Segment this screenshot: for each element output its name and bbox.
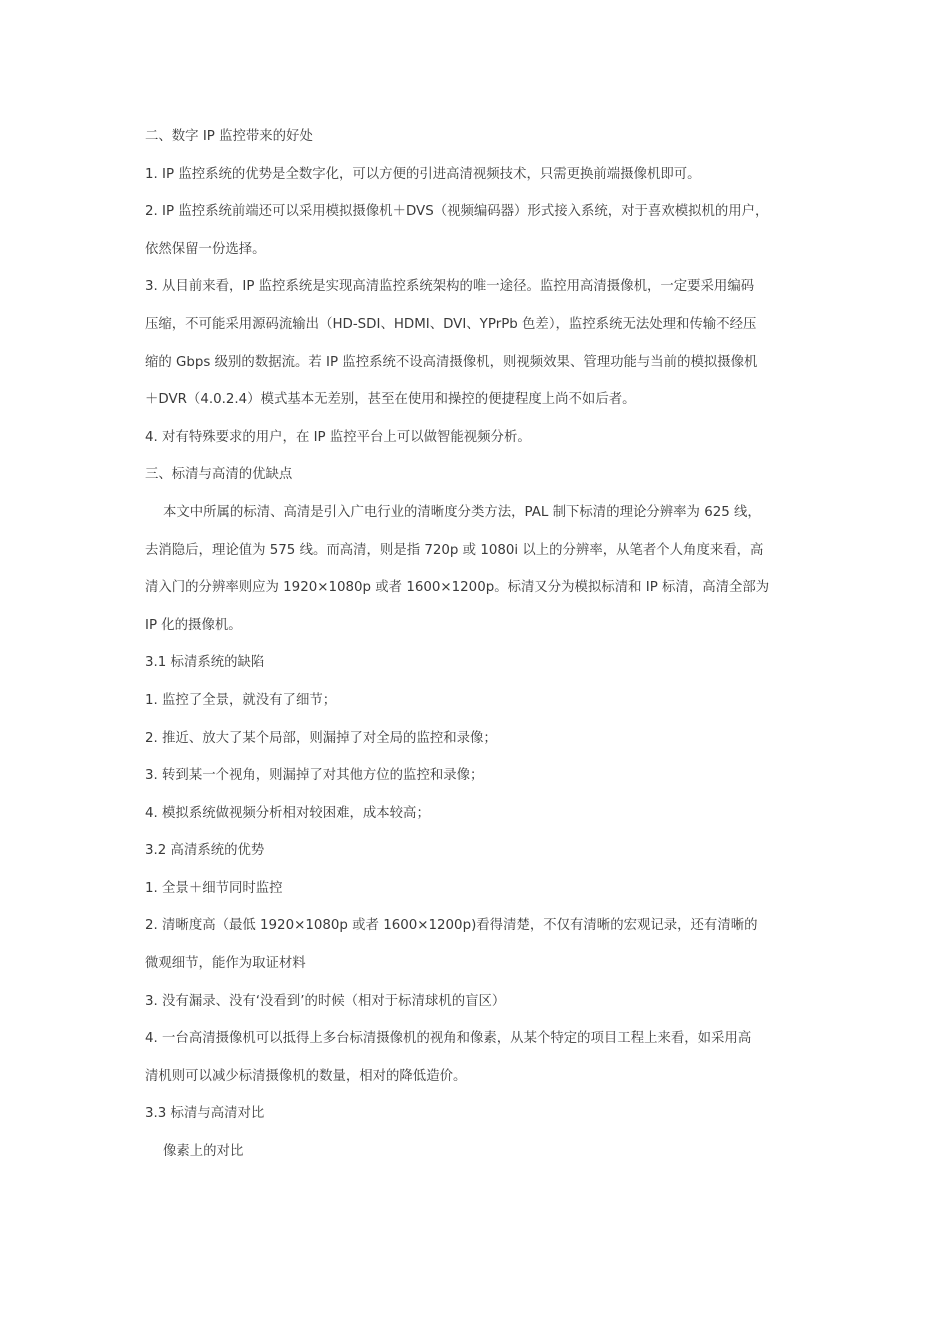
list-item: 3. 转到某一个视角，则漏掉了对其他方位的监控和录像； [145, 768, 484, 784]
list-item: 1. 全景＋细节同时监控 [145, 880, 283, 896]
list-item: 4. 模拟系统做视频分析相对较困难，成本较高； [145, 805, 430, 821]
paragraph-line: 4. 对有特殊要求的用户，在 IP 监控平台上可以做智能视频分析。 [145, 429, 531, 445]
list-item-continuation: 清机则可以减少标清摄像机的数量，相对的降低造价。 [145, 1068, 467, 1084]
paragraph-line: 压缩，不可能采用源码流输出（HD-SDI、HDMI、DVI、YPrPb 色差），监控系统无法处理和传输不经压 [145, 316, 757, 332]
paragraph-line: 像素上的对比 [163, 1144, 244, 1160]
paragraph-line: 清入门的分辨率则应为 1920×1080p 或者 1600×1200p。标清又分为模拟标清和 IP 标清，高清全部为 [145, 580, 770, 596]
list-item: 1. 监控了全景，就没有了细节； [145, 692, 337, 708]
paragraph-line: 1. IP 监控系统的优势是全数字化，可以方便的引进高清视频技术，只需更换前端摄像机即可。 [145, 166, 701, 182]
list-item: 2. 清晰度高（最低 1920×1080p 或者 1600×1200p)看得清楚，不仅有清晰的宏观记录，还有清晰的 [145, 918, 758, 934]
list-item-continuation: 微观细节，能作为取证材料 [145, 956, 306, 972]
section-heading: 二、数字 IP 监控带来的好处 [145, 129, 313, 144]
list-item: 2. 推近、放大了某个局部，则漏掉了对全局的监控和录像； [145, 730, 497, 746]
paragraph-line: ＋DVR（4.0.2.4）模式基本无差别，甚至在使用和操控的便捷程度上尚不如后者。 [145, 392, 636, 408]
paragraph-line: 2. IP 监控系统前端还可以采用模拟摄像机＋DVS（视频编码器）形式接入系统，对于喜欢模拟机的用户， [145, 204, 769, 220]
subsection-heading: 3.3 标清与高清对比 [145, 1106, 265, 1122]
paragraph-line: 本文中所属的标清、高清是引入广电行业的清晰度分类方法，PAL 制下标清的理论分辨率为 625 线， [163, 504, 761, 520]
subsection-heading: 3.2 高清系统的优势 [145, 843, 265, 859]
paragraph-line: IP 化的摄像机。 [145, 617, 242, 633]
paragraph-line: 缩的 Gbps 级别的数据流。若 IP 监控系统不设高清摄像机，则视频效果、管理功能与当前的模拟摄像机 [145, 354, 758, 370]
list-item: 3. 没有漏录、没有‘没看到’的时候（相对于标清球机的盲区） [145, 993, 506, 1009]
document-body [145, 123, 810, 1176]
paragraph-line: 依然保留一份选择。 [145, 241, 266, 257]
paragraph-line: 3. 从目前来看，IP 监控系统是实现高清监控系统架构的唯一途径。监控用高清摄像机，一定要采用编码 [145, 279, 755, 295]
paragraph-line: 去消隐后，理论值为 575 线。而高清，则是指 720p 或 1080i 以上的分辨率，从笔者个人角度来看，高 [145, 542, 764, 558]
subsection-heading: 3.1 标清系统的缺陷 [145, 655, 265, 671]
list-item: 4. 一台高清摄像机可以抵得上多台标清摄像机的视角和像素，从某个特定的项目工程上来看，如采用高 [145, 1031, 752, 1047]
section-heading: 三、标清与高清的优缺点 [145, 467, 293, 483]
